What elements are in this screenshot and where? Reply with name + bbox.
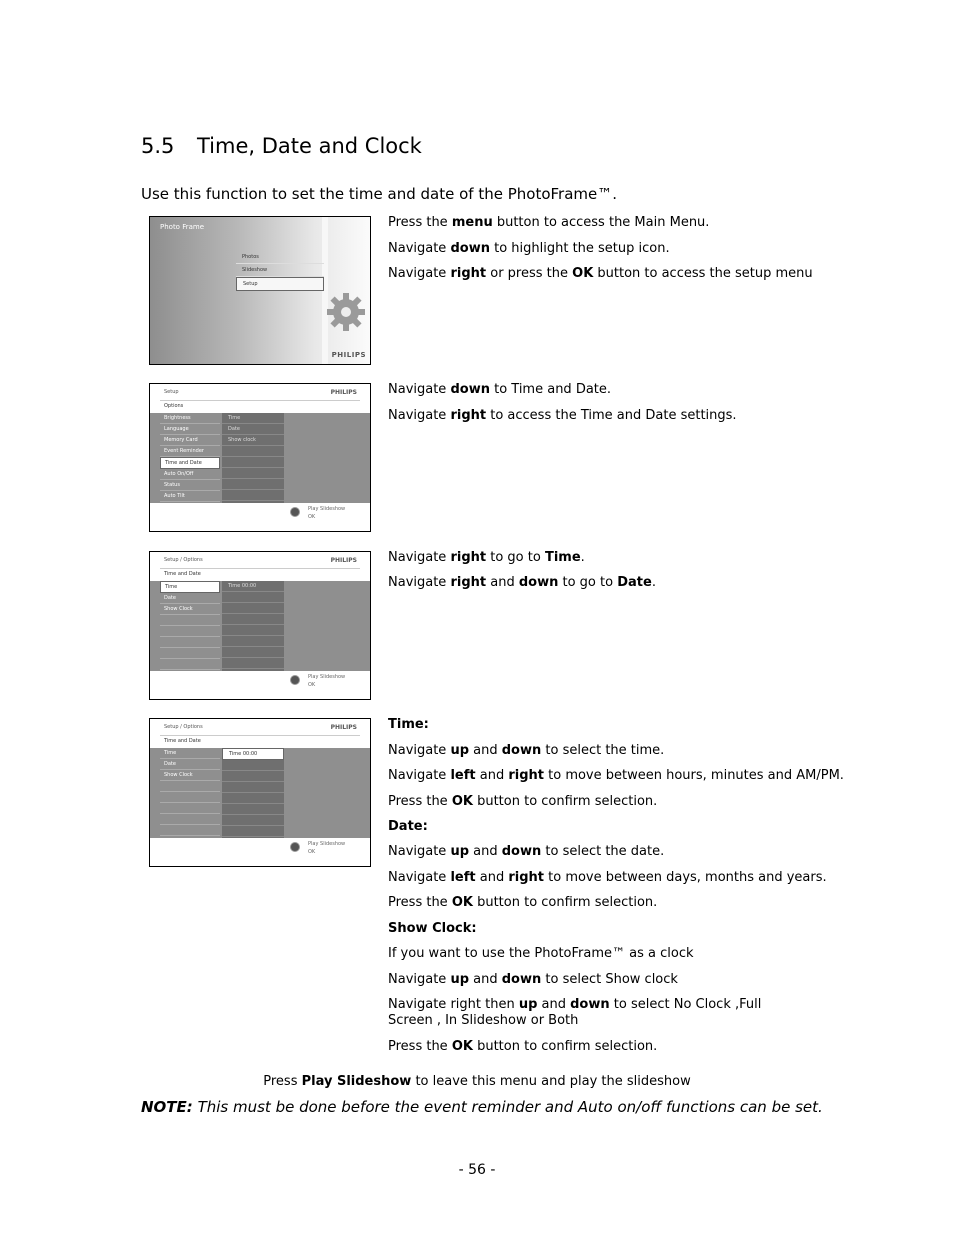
options-list: [160, 413, 220, 503]
note: NOTE: This must be done before the event reminder and Auto on/off functions can be set.: [141, 1098, 823, 1116]
list-item: Memory Card: [160, 435, 220, 446]
screen-subtitle: Time and Date: [164, 738, 201, 744]
step-text: If you want to use the PhotoFrame™ as a clock: [388, 946, 694, 961]
screen-subtitle: Options: [164, 403, 184, 409]
screen-header: Setup / Options: [164, 557, 203, 563]
list-item-selected: Time 00:00: [222, 748, 284, 760]
list-item: Time: [222, 413, 284, 424]
philips-logo: PHILIPS: [331, 351, 366, 359]
list-item: Auto On/Off: [160, 469, 220, 480]
remote-legend: Play Slideshow OK: [308, 841, 346, 855]
step-text: Navigate right then up and down to select No Clock ,Full Screen , In Slideshow or Both: [388, 997, 762, 1028]
step-text: Navigate left and right to move between days, months and years.: [388, 870, 827, 885]
step-text: Navigate down to Time and Date.: [388, 382, 612, 397]
date-heading: Date:: [388, 819, 428, 834]
menu-item-slideshow: Slideshow: [236, 264, 324, 277]
philips-logo: PHILIPS: [330, 724, 357, 731]
list-item: Brightness: [160, 413, 220, 424]
main-menu-screenshot: [149, 216, 371, 365]
section-number: 5.5: [141, 134, 175, 158]
list-item: Auto Tilt: [160, 491, 220, 502]
step-text: Navigate right to access the Time and Date settings.: [388, 408, 737, 423]
list-item: Time 00:00: [222, 581, 284, 592]
remote-ok-icon: [290, 675, 300, 685]
list-item-selected: Time and Date: [160, 457, 220, 469]
menu-item-setup: Setup: [236, 277, 324, 291]
step-text: Navigate down to highlight the setup icon.: [388, 241, 670, 256]
list-item: Date: [160, 593, 220, 604]
list-item: Show Clock: [160, 604, 220, 615]
list-item: Show Clock: [160, 770, 220, 781]
setup-options-screenshot: [149, 383, 371, 532]
list-item: Show clock: [222, 435, 284, 446]
screen-header: Setup / Options: [164, 724, 203, 730]
list-item: Date: [222, 424, 284, 435]
time-date-screenshot: [149, 551, 371, 700]
step-text: Navigate left and right to move between hours, minutes and AM/PM.: [388, 768, 844, 783]
list-item: Date: [160, 759, 220, 770]
list-item-selected: Time: [160, 581, 220, 593]
screen-header: Setup: [164, 389, 179, 395]
section-title: Time, Date and Clock: [197, 134, 422, 158]
page-number: - 56 -: [458, 1162, 496, 1178]
list-item: Event Reminder: [160, 446, 220, 457]
intro-text: Use this function to set the time and date of the PhotoFrame™.: [141, 185, 618, 203]
remote-legend: Play Slideshow OK: [308, 674, 346, 688]
time-heading: Time:: [388, 717, 429, 732]
menu-item-photos: Photos: [236, 251, 324, 264]
clock-heading: Show Clock:: [388, 921, 477, 936]
submenu-list: [222, 581, 284, 671]
step-text: Press the OK button to confirm selection.: [388, 895, 658, 910]
submenu-list: [222, 748, 284, 838]
remote-ok-icon: [290, 842, 300, 852]
philips-logo: PHILIPS: [330, 389, 357, 396]
step-text: Navigate up and down to select the date.: [388, 844, 665, 859]
step-text: Press the OK button to confirm selection.: [388, 1039, 658, 1054]
screen-subtitle: Time and Date: [164, 571, 201, 577]
options-list: [160, 581, 220, 671]
remote-legend: Play Slideshow OK: [308, 506, 346, 520]
list-item: Time: [160, 748, 220, 759]
step-text: Press the OK button to confirm selection.: [388, 794, 658, 809]
step-text: Press the menu button to access the Main Menu.: [388, 215, 710, 230]
step-text: Navigate right and down to go to Date.: [388, 575, 656, 590]
submenu-list: [222, 413, 284, 503]
list-item: Status: [160, 480, 220, 491]
step-text: Navigate right to go to Time.: [388, 550, 585, 565]
step-text: Navigate up and down to select the time.: [388, 743, 665, 758]
list-item: Language: [160, 424, 220, 435]
step-text: Navigate up and down to select Show clock: [388, 972, 678, 987]
step-text: Navigate right or press the OK button to access the setup menu: [388, 266, 813, 281]
main-menu-list: [236, 251, 324, 291]
play-slideshow-instruction: Press Play Slideshow to leave this menu and play the slideshow: [263, 1074, 691, 1089]
options-list: [160, 748, 220, 838]
philips-logo: PHILIPS: [330, 557, 357, 564]
remote-ok-icon: [290, 507, 300, 517]
time-edit-screenshot: [149, 718, 371, 867]
photo-frame-brand: Photo Frame: [160, 223, 205, 231]
gear-icon: [326, 292, 366, 332]
